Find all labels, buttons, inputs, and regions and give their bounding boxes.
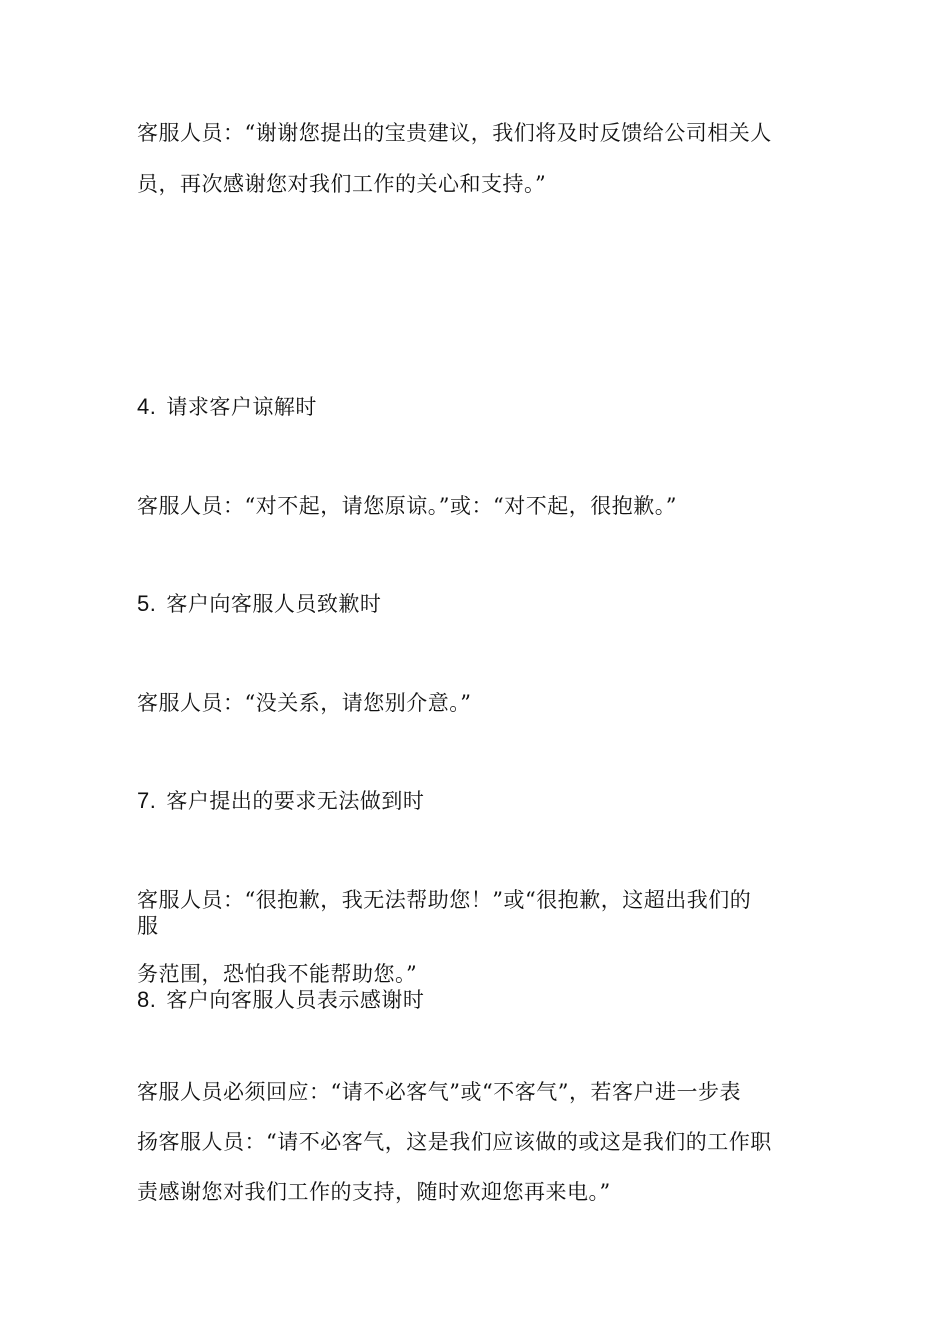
section-heading-8 [137, 986, 424, 1014]
paragraph-line: 扬客服人员：“请不必客气，这是我们应该做的或这是我们的工作职 [137, 1130, 772, 1154]
section-number: 4. [137, 394, 157, 419]
paragraph-line: 服 [137, 914, 159, 938]
section-title: 客户向客服人员表示感谢时 [166, 988, 425, 1012]
paragraph-line: 客服人员：“谢谢您提出的宝贵建议，我们将及时反馈给公司相关人 [137, 121, 772, 145]
section-title: 客户向客服人员致歉时 [166, 592, 382, 616]
section-heading-5 [137, 590, 381, 618]
section-heading-7 [137, 787, 424, 815]
paragraph-line: 客服人员：“对不起，请您原谅。”或：“对不起，很抱歉。” [137, 494, 677, 518]
section-title: 请求客户谅解时 [166, 395, 317, 419]
paragraph-line: 务范围，恐怕我不能帮助您。” [137, 962, 418, 986]
section-title: 客户提出的要求无法做到时 [166, 789, 425, 813]
paragraph-line: 责感谢您对我们工作的支持，随时欢迎您再来电。” [137, 1180, 611, 1204]
paragraph-line: 员，再次感谢您对我们工作的关心和支持。” [137, 172, 547, 196]
section-heading-4 [137, 393, 317, 421]
section-number: 7. [137, 788, 157, 813]
section-number: 5. [137, 591, 157, 616]
paragraph-line: 客服人员：“没关系，请您别介意。” [137, 691, 472, 715]
section-number: 8. [137, 987, 157, 1012]
paragraph-line: 客服人员：“很抱歉，我无法帮助您！”或“很抱歉，这超出我们的 [137, 888, 752, 912]
paragraph-line: 客服人员必须回应：“请不必客气”或“不客气”，若客户进一步表 [137, 1080, 741, 1104]
